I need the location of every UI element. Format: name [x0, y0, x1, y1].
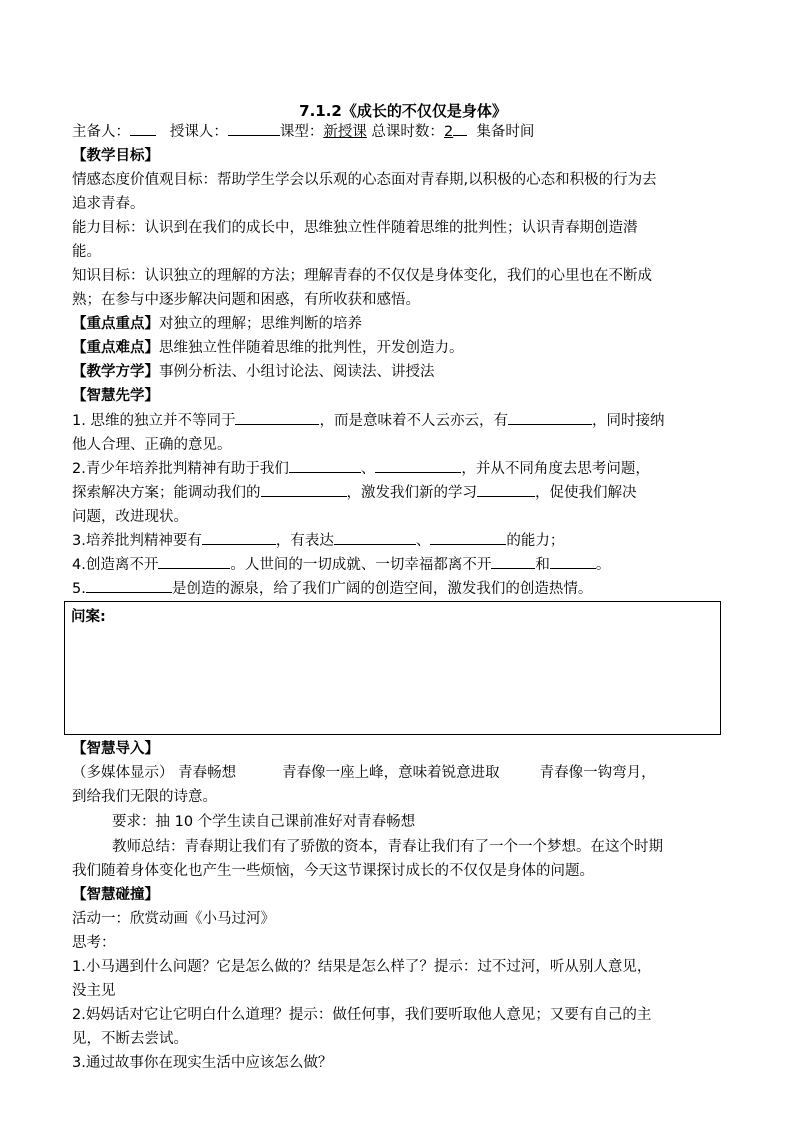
think-question-1: 1.小马遇到什么问题？它是怎么做的？结果是怎么样了？提示：过不过河，听从别人意见，	[72, 959, 652, 975]
q2-text-b: 、	[360, 461, 376, 477]
knowledge-objective-1: 知识目标：认识独立的理解的方法；理解青春的不仅仅是身体变化，我们的心里也在不断成	[72, 268, 652, 284]
preview-question-3	[72, 530, 564, 553]
intro-line-1	[72, 762, 656, 785]
document-title: 7.1.2《成长的不仅仅是身体》	[299, 102, 507, 120]
q2-blank-1	[289, 458, 361, 473]
preview-question-2-end: 问题，改进现状。	[72, 509, 188, 525]
q2-blank-4	[477, 482, 535, 497]
q1-text-a: 1. 思维的独立并不等同于	[72, 413, 236, 429]
hours-blank	[453, 121, 467, 136]
question-box	[64, 601, 721, 735]
q2-text-c: ，并从不同角度去思考问题，	[461, 461, 650, 477]
q2-text-e: ，激发我们新的学习	[346, 485, 477, 501]
intro-line-3: 要求：抽 10 个学生读自己课前准好对青春畅想	[112, 814, 416, 830]
q2-text-d: 探索解决方案；能调动我们的	[72, 485, 261, 501]
q3-blank-2	[334, 530, 416, 545]
think-question-2-cont: 见，不断去尝试。	[72, 1031, 188, 1047]
emotion-objective-2: 追求青春。	[72, 196, 145, 212]
think-question-1-cont: 没主见	[72, 983, 116, 999]
emotion-objective-1: 情感态度价值观目标：帮助学生学会以乐观的心态面对青春期,以积极的心态和积极的行为去	[72, 172, 657, 188]
type-label: 课型：	[279, 124, 324, 140]
intro-line-4: 教师总结：青春期让我们有了骄傲的资本，青春让我们有了一个一个梦想。在这个时期	[112, 839, 663, 855]
q2-blank-3	[261, 482, 347, 497]
preparer-blank	[130, 121, 156, 136]
question-box-label: 问案:	[71, 609, 106, 625]
q3-blank-3	[430, 530, 506, 545]
intro-line-5: 我们随着身体变化也产生一些烦恼，今天这节课探讨成长的不仅仅是身体的问题。	[72, 863, 594, 879]
q1-text-c: ，同时接纳	[591, 413, 665, 429]
ability-objective-1: 能力目标：认识到在我们的成长中，思维独立性伴随着思维的批判性；认识青春期创造潜	[72, 220, 638, 236]
q5-blank-1	[86, 578, 172, 593]
q3-blank-1	[202, 530, 276, 545]
preview-question-5	[72, 578, 592, 601]
q4-text-c: 和	[535, 557, 550, 573]
q4-text-a: 4.创造离不开	[72, 557, 159, 573]
collision-heading: 【智慧碰撞】	[72, 887, 159, 903]
key-points-row	[72, 313, 362, 336]
type-value: 新授课	[323, 124, 367, 140]
methods-row	[72, 361, 435, 384]
q3-text-d: 的能力；	[506, 533, 565, 549]
think-question-3: 3.通过故事你在现实生活中应该怎么做？	[72, 1055, 333, 1071]
think-label: 思考：	[72, 935, 116, 951]
preview-question-2	[72, 458, 650, 481]
q5-text-b: 是创造的源泉，给了我们广阔的创造空间，激发我们的创造热情。	[171, 581, 593, 597]
difficulties-heading: 【重点难点】	[72, 340, 159, 356]
preview-question-1-cont: 他人合理、正确的意见。	[72, 437, 232, 453]
intro-heading: 【智慧导入】	[72, 741, 159, 757]
preview-heading: 【智慧先学】	[72, 388, 159, 404]
q1-blank-2	[508, 410, 592, 425]
ability-objective-2: 能。	[72, 244, 101, 260]
activity-line: 活动一：欣赏动画《小马过河》	[72, 911, 275, 927]
q3-text-a: 3.培养批判精神要有	[72, 533, 202, 549]
q4-text-d: 。	[595, 557, 611, 573]
preview-question-2-cont	[72, 482, 637, 505]
teacher-label: 授课人：	[169, 124, 228, 140]
q2-text-f: ，促使我们解决	[535, 485, 637, 501]
q1-text-b: ，而是意味着不人云亦云，有	[319, 413, 508, 429]
difficulties-text: 思维独立性伴随着思维的批判性，开发创造力。	[159, 340, 464, 356]
q1-blank-1	[235, 410, 319, 425]
key-points-heading: 【重点重点】	[72, 316, 159, 332]
knowledge-objective-2: 熟；在参与中逐步解决问题和困惑，有所收获和感悟。	[72, 292, 420, 308]
q3-text-c: 、	[415, 533, 431, 549]
intro-l1-c: 青春像一钩弯月，	[539, 765, 656, 781]
hours-value: 2	[443, 124, 454, 140]
intro-line-2: 到给我们无限的诗意。	[72, 789, 217, 805]
q4-blank-3	[550, 554, 596, 569]
q3-text-b: ，有表达	[275, 533, 334, 549]
q4-blank-2	[491, 554, 535, 569]
preparer-label: 主备人：	[72, 124, 130, 140]
intro-l1-b: 青春像一座上峰，意味着锐意进取	[282, 765, 500, 781]
q4-blank-1	[158, 554, 230, 569]
intro-l1-a: （多媒体显示） 青春畅想	[72, 765, 237, 781]
methods-heading: 【教学方学】	[72, 364, 159, 380]
methods-text: 事例分析法、小组讨论法、阅读法、讲授法	[159, 364, 435, 380]
teacher-blank	[228, 121, 280, 136]
preview-question-1	[72, 410, 664, 433]
think-question-2: 2.妈妈话对它让它明白什么道理？提示：做任何事，我们要听取他人意见；又要有自己的主	[72, 1007, 652, 1023]
q5-number: 5.	[72, 581, 86, 597]
preview-question-4	[72, 554, 610, 577]
meta-row	[72, 121, 534, 144]
hours-label: 总课时数：	[366, 124, 444, 140]
q4-text-b: 。人世间的一切成就、一切幸福都离不开	[230, 557, 492, 573]
q2-blank-2	[375, 458, 461, 473]
prep-time-label: 集备时间	[476, 124, 535, 140]
q2-text-a: 2.青少年培养批判精神有助于我们	[72, 461, 289, 477]
key-points-text: 对独立的理解；思维判断的培养	[159, 316, 362, 332]
difficulties-row	[72, 337, 464, 360]
objectives-heading: 【教学目标】	[72, 148, 159, 164]
